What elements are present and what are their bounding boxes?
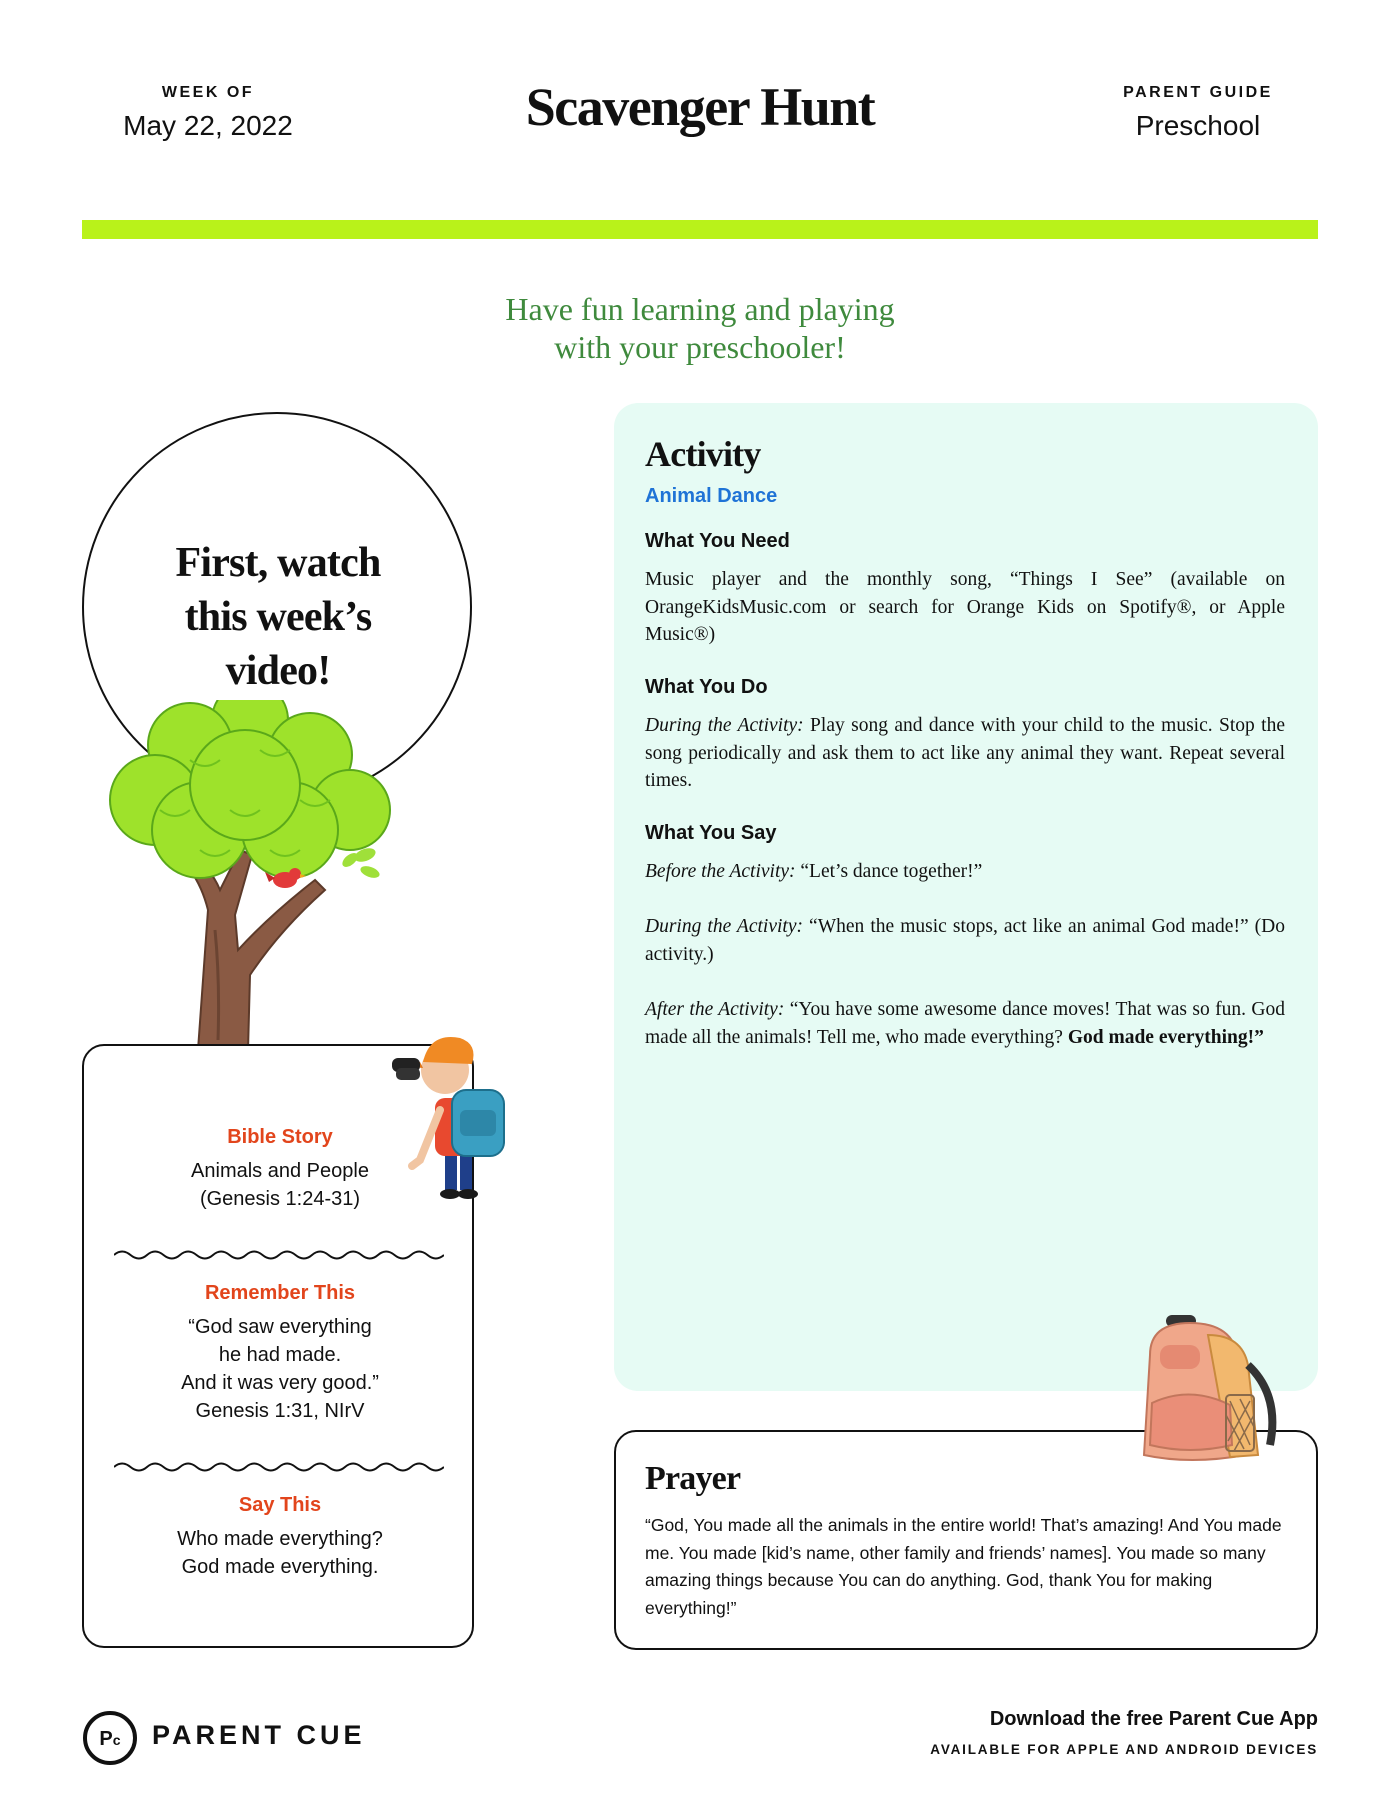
what-you-do-label: During the Activity: [645, 715, 804, 736]
before-activity-text [645, 858, 1285, 886]
say-this-line-2: God made everything. [181, 1556, 379, 1578]
week-block [100, 84, 316, 142]
what-you-do-text [645, 712, 1285, 795]
svg-text:Pc: Pc [99, 1728, 121, 1750]
remember-this-body [84, 1313, 476, 1425]
guide-label: PARENT GUIDE [1123, 84, 1273, 101]
tree-canopy [110, 700, 390, 878]
after-activity-text [645, 996, 1285, 1051]
remember-line-1: “God saw everything [188, 1316, 372, 1338]
remember-this-heading: Remember This [204, 1282, 356, 1304]
app-availability: AVAILABLE FOR APPLE AND ANDROID DEVICES [930, 1742, 1318, 1757]
say-this-heading: Say This [238, 1494, 322, 1516]
remember-line-2: he had made. [218, 1344, 342, 1366]
during-activity-text [645, 913, 1285, 968]
during-activity-body: “When the music stops, act like an animal God made!” (Do activity.) [645, 916, 1285, 965]
what-you-need-heading: What You Need [645, 530, 790, 552]
video-line-2: this week’s [184, 594, 372, 640]
backpack-illustration [1130, 1315, 1286, 1465]
prayer-text: “God, You made all the animals in the entire world! That’s amazing! And You made me. You made [kid’s name, other family and friends’ names]. You made so many amazing things because You can do anything. God, thank You for making everything!” [645, 1515, 1282, 1618]
after-activity-label: After the Activity: [645, 999, 785, 1020]
bible-story-line-2: (Genesis 1:24-31) [199, 1188, 361, 1210]
remember-line-4: Genesis 1:31, NIrV [195, 1400, 365, 1422]
bible-story-heading: Bible Story [227, 1126, 333, 1148]
bible-story-line-1: Animals and People [191, 1160, 369, 1182]
tagline-line-2: with your preschooler! [554, 329, 846, 365]
video-line-3: video! [225, 648, 331, 694]
say-this-body [84, 1525, 476, 1581]
parent-cue-logo-icon [82, 1710, 138, 1766]
what-you-say-heading: What You Say [645, 822, 777, 844]
say-this-line-1: Who made everything? [177, 1528, 383, 1550]
activity-name: Animal Dance [645, 485, 778, 507]
wavy-divider [114, 1460, 444, 1474]
remember-this-section [84, 1282, 476, 1425]
remember-line-3: And it was very good.” [181, 1372, 379, 1394]
after-activity-body: “You have some awesome dance moves! That was so fun. God made all the animals! Tell me, who made everything? [645, 999, 1285, 1048]
accent-bar [82, 220, 1318, 239]
after-activity-bold: God made everything!” [1067, 1026, 1264, 1048]
before-activity-label: Before the Activity: [645, 861, 796, 882]
tree-illustration [70, 700, 410, 1050]
what-you-do-heading: What You Do [645, 676, 768, 698]
prayer-title: Prayer [645, 1460, 741, 1497]
week-label: WEEK OF [161, 84, 255, 101]
activity-title: Activity [645, 434, 761, 474]
guide-block [1098, 84, 1298, 142]
download-app-link[interactable]: Download the free Parent Cue App [989, 1708, 1318, 1730]
video-line-1: First, watch [175, 540, 381, 586]
wavy-divider [114, 1248, 444, 1262]
tagline-line-1: Have fun learning and playing [505, 291, 895, 327]
during-activity-label: During the Activity: [645, 916, 803, 937]
page-title: Scavenger Hunt [525, 77, 875, 137]
guide-value: Preschool [1135, 110, 1261, 141]
brand-name: PARENT CUE [152, 1720, 366, 1750]
what-you-do-body: Play song and dance with your child to the music. Stop the song periodically and ask them to act like any animal they want. Repeat several times. [645, 715, 1285, 791]
before-activity-body: “Let’s dance together!” [795, 861, 983, 882]
week-date: May 22, 2022 [123, 110, 293, 141]
video-prompt [140, 536, 416, 698]
tagline [400, 290, 1000, 366]
kid-with-binoculars-illustration [390, 1010, 520, 1200]
what-you-need-text: Music player and the monthly song, “Things I See” (available on OrangeKidsMusic.com or search for Orange Kids on Spotify®, or Apple Music®) [645, 569, 1285, 645]
say-this-section [84, 1494, 476, 1581]
